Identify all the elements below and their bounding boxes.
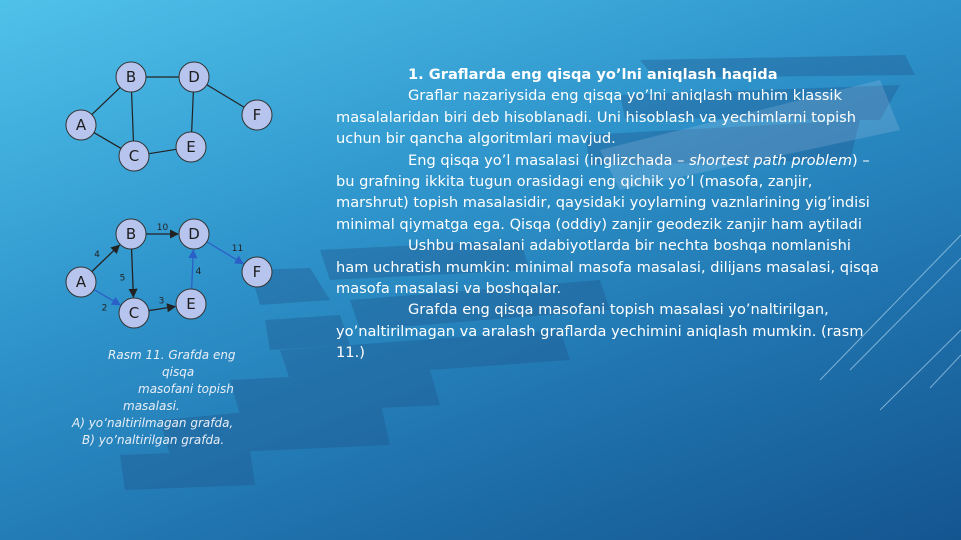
- paragraph: Graflar nazariysida eng qisqa yo’lni aniqlash muhim klassik masalalaridan biri deb hisoblanadi. Uni hisoblash va yechimlarni topish uchun bir qancha algoritmlari mavjud.: [336, 87, 856, 148]
- node-label: B: [125, 68, 137, 86]
- term: shortest path problem: [689, 151, 853, 169]
- edge-weight-label: 5: [119, 273, 126, 284]
- graph_a-node-f: [242, 100, 272, 130]
- graph_a-node-d: [179, 62, 209, 92]
- caption-line: masofani topish: [138, 382, 234, 396]
- graph_a-node-c: [119, 141, 149, 171]
- node-label: B: [125, 225, 137, 243]
- caption-line: Rasm 11. Grafda eng: [108, 348, 236, 362]
- paragraph-text: Eng qisqa yo’l masalasi (inglizchada –: [408, 151, 690, 169]
- graph_b-node-f: [242, 257, 272, 287]
- edge-weight-label: 2: [101, 303, 108, 314]
- edge-b-c: [132, 92, 134, 141]
- node-label: C: [128, 304, 140, 322]
- graph_b-node-e: [176, 289, 206, 319]
- edge-weight-label: 4: [94, 250, 100, 260]
- graph_a-node-a: [66, 110, 96, 140]
- edge-a-b: [92, 87, 120, 114]
- main-text: [336, 64, 886, 364]
- node-label: C: [128, 147, 140, 165]
- section-heading: 1. Graflarda eng qisqa yo’lni aniqlash haqida: [408, 66, 778, 83]
- edge-e-d: [192, 250, 194, 289]
- caption-line: qisqa: [162, 365, 195, 379]
- node-label: E: [186, 295, 196, 313]
- graph_b-node-c: [119, 298, 149, 328]
- undirected-graph: [55, 55, 285, 185]
- edge-weight-label: 11: [231, 244, 244, 254]
- edge-weight-label: 10: [156, 223, 169, 233]
- graph_b-node-a: [66, 267, 96, 297]
- paragraph: Grafda eng qisqa masofani topish masalasi yo’naltirilgan, yo’naltirilmagan va aralash graflarda yechimini aniqlash mumkin. (rasm 11.): [336, 301, 864, 362]
- caption-line: A) yo’naltirilmagan grafda,: [72, 416, 234, 430]
- node-label: A: [75, 116, 87, 134]
- caption-line: masalasi.: [123, 399, 180, 413]
- edge-d-f: [207, 85, 244, 108]
- node-label: F: [252, 106, 262, 124]
- node-label: F: [252, 263, 262, 281]
- graph_b-node-d: [179, 219, 209, 249]
- caption-line: B) yo’naltirilgan grafda.: [82, 433, 225, 447]
- paragraph: [336, 150, 886, 236]
- directed-graph: [55, 212, 285, 342]
- edge-c-e: [149, 306, 175, 310]
- node-label: D: [188, 225, 200, 243]
- edge-b-c: [132, 249, 134, 297]
- edge-c-e: [149, 149, 176, 153]
- edge-weight-label: 3: [158, 296, 165, 307]
- node-label: A: [75, 273, 87, 291]
- figure-caption: [62, 347, 262, 449]
- edge-weight-label: 4: [195, 267, 202, 277]
- paragraph: Ushbu masalani adabiyotlarda bir nechta boshqa nomlanishi ham uchratish mumkin: minimal masofa masalasi, dilijans masalasi, qisqa masofa masalasi va boshqalar.: [336, 237, 879, 298]
- node-label: E: [186, 138, 196, 156]
- paragraph-text: ) – bu grafning ikkita tugun orasidagi eng qichik yo’l (masofa, zanjir, marshrut) topish masalasidir, qaysidaki yoylarning vaznlarining yig’indisi minimal qiymatga ega. Qisqa (oddiy) zanjir geodezik zanjir ham aytiladi: [336, 151, 870, 233]
- edge-a-c: [94, 133, 121, 149]
- graph_a-node-e: [176, 132, 206, 162]
- graph_a-node-b: [116, 62, 146, 92]
- edge-d-e: [192, 92, 194, 132]
- node-label: D: [188, 68, 200, 86]
- graph_b-node-b: [116, 219, 146, 249]
